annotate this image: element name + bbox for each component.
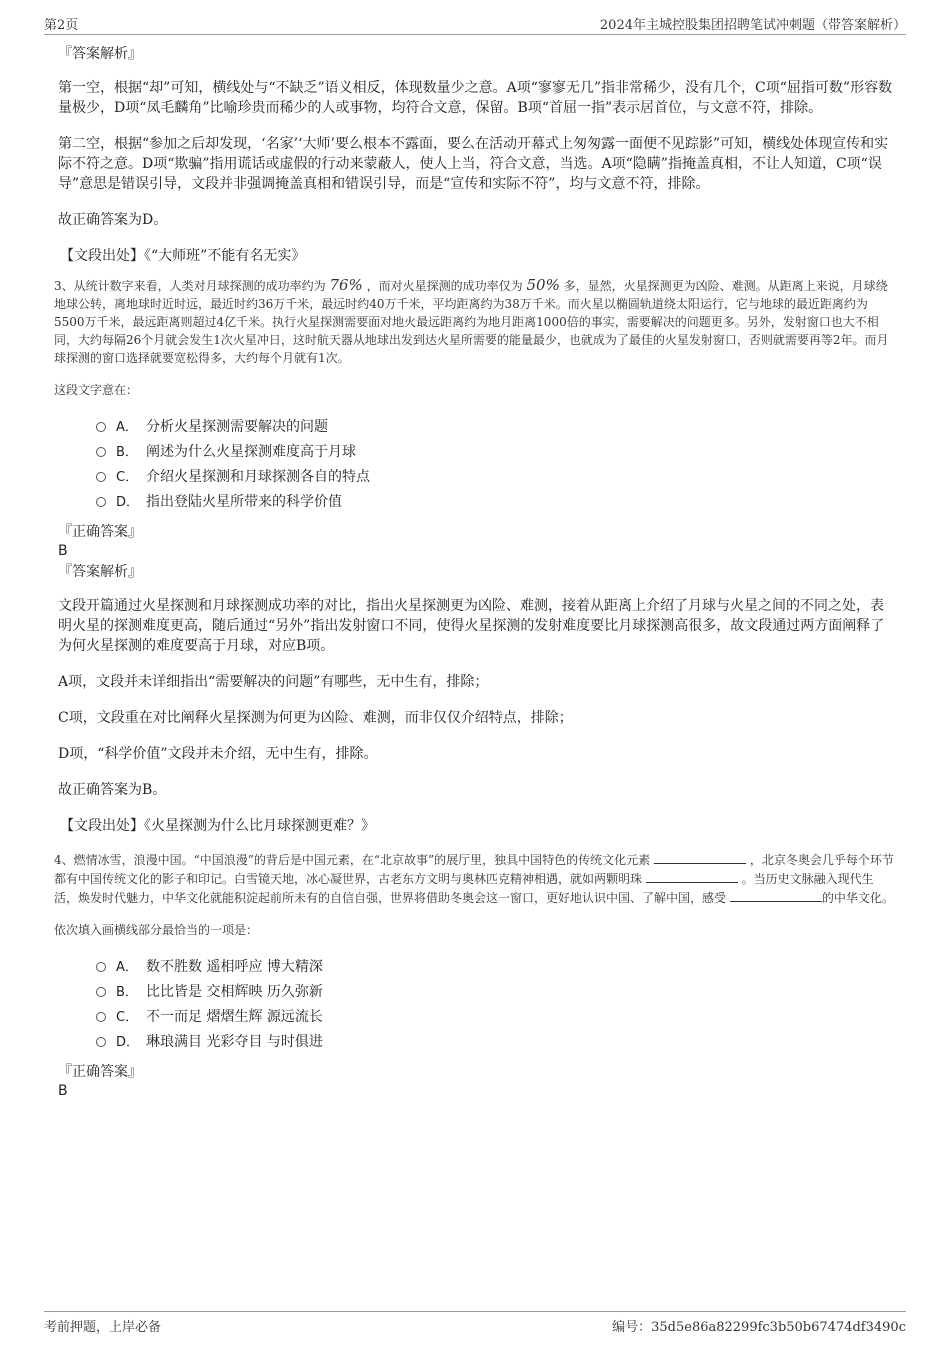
q3-stem-part-1: 3、从统计数字来看，人类对月球探测的成功率约为 [54, 279, 326, 293]
q4-stem-part-4: 的中华文化。 [821, 891, 894, 905]
q4-blank-1 [654, 850, 746, 864]
q4-option-c[interactable] [96, 1005, 896, 1030]
option-text: 比比皆是 交相辉映 历久弥新 [146, 984, 323, 1000]
document-id: 编号：35d5e86a82299fc3b50b67474df3490c [612, 1320, 906, 1335]
option-key: C． [116, 1010, 139, 1025]
q3-answer: B [58, 543, 68, 559]
q3-percent-mars: 50% [526, 276, 560, 294]
radio-icon[interactable] [96, 1012, 106, 1022]
q4-option-b[interactable] [96, 980, 896, 1005]
option-text: 不一而足 熠熠生辉 源远流长 [146, 1009, 323, 1025]
q2-source: 【文段出处】《“大师班”不能有名无实》 [60, 248, 306, 264]
q3-analysis-paragraph-3: C项，文段重在对比阐释火星探测为何更为凶险、难测，而非仅仅介绍特点，排除； [58, 710, 573, 726]
q4-stem [54, 850, 896, 907]
q4-blank-3 [730, 888, 822, 902]
option-key: B． [116, 985, 138, 1000]
option-text: 阐述为什么火星探测难度高于月球 [146, 444, 356, 460]
q3-stem-part-2: ，而对火星探测的成功率仅为 [366, 279, 523, 293]
option-text: 指出登陆火星所带来的科学价值 [146, 494, 342, 510]
q3-option-b[interactable] [96, 440, 896, 465]
q2-analysis-paragraph-1: 第一空，根据“却”可知，横线处与“不缺乏”语义相反，体现数量少之意。A项“寥寥无几”指非常稀少，没有几个，C项“屈指可数”形容数量极少，D项“凤毛麟角”比喻珍贵而稀少的人或事物，均符合文意，保留。B项“首屈一指”表示居首位，与文意不符，排除。 [58, 80, 893, 116]
q4-option-a[interactable] [96, 955, 896, 980]
option-text: 数不胜数 遥相呼应 博大精深 [146, 959, 323, 975]
option-key: B． [116, 445, 138, 460]
q3-options [96, 415, 896, 515]
option-text: 介绍火星探测和月球探测各自的特点 [146, 469, 370, 485]
q4-options [96, 955, 896, 1055]
q3-conclusion: 故正确答案为B。 [58, 782, 167, 798]
q4-answer-label: 『正确答案』 [58, 1064, 142, 1080]
option-key: A． [116, 960, 138, 975]
q3-analysis-label: 『答案解析』 [58, 564, 142, 580]
document-title: 2024年主城控股集团招聘笔试冲刺题（带答案解析） [599, 18, 906, 33]
radio-icon[interactable] [96, 987, 106, 997]
page-content [56, 44, 896, 1100]
q3-option-d[interactable] [96, 490, 896, 515]
q3-analysis-paragraph-2: A项，文段并未详细指出“需要解决的问题”有哪些，无中生有，排除； [58, 674, 489, 690]
page-number: 第2页 [44, 18, 79, 33]
q3-analysis-paragraph-4: D项，“科学价值”文段并未介绍，无中生有，排除。 [58, 746, 378, 762]
q3-option-c[interactable] [96, 465, 896, 490]
radio-icon[interactable] [96, 447, 106, 457]
q3-percent-moon: 76% [329, 276, 363, 294]
option-key: D． [116, 495, 140, 510]
radio-icon[interactable] [96, 472, 106, 482]
q2-analysis-paragraph-2: 第二空，根据“参加之后却发现，‘名家’‘大师’要么根本不露面，要么在活动开幕式上匆匆露一面便不见踪影”可知，横线处体现宣传和实际不符之意。D项“欺骗”指用谎话或虚假的行动来蒙蔽人，使人上当，符合文意，当选。A项“隐瞒”指掩盖真相，不让人知道，C项“误导”意思是错误引导，文段并非强调掩盖真相和错误引导，而是“宣传和实际不符”，均与文意不符，排除。 [58, 136, 889, 192]
q3-option-a[interactable] [96, 415, 896, 440]
option-key: A． [116, 420, 138, 435]
q4-stem-part-1: 4、燃情冰雪，浪漫中国。“中国浪漫”的背后是中国元素，在“北京故事”的展厅里，独具中国特色的传统文化元素 [54, 853, 651, 867]
option-text: 琳琅满目 光彩夺目 与时俱进 [146, 1034, 323, 1050]
q3-prompt: 这段文字意在： [54, 383, 139, 397]
q3-analysis-paragraph-1: 文段开篇通过火星探测和月球探测成功率的对比，指出火星探测更为凶险、难测，接着从距离上介绍了月球与火星之间的不同之处，表明火星的探测难度更高，随后通过“另外”指出发射窗口不同，使得火星探测的发射难度要比月球探测高很多，故文段通过两方面阐释了为何火星探测的难度要高于月球，对应B项。 [58, 598, 885, 654]
q3-source: 【文段出处】《火星探测为什么比月球探测更难？》 [60, 818, 375, 834]
radio-icon[interactable] [96, 1037, 106, 1047]
option-text: 分析火星探测需要解决的问题 [146, 419, 328, 435]
page-header [44, 12, 906, 35]
q4-option-d[interactable] [96, 1030, 896, 1055]
q3-stem-part-3: 多，显然，火星探测更为凶险、难测。从距离上来说，月球绕地球公转，离地球时近时远，最近时约36万千米，最远时约40万千米，平均距离约为38万千米。而火星以椭圆轨道绕太阳运行，它与地球的最近距离约为5500万千米，最远距离则超过4亿千米。执行火星探测需要面对地火最远距离约为地月距离1000倍的事实，需要解决的问题更多。另外，发射窗口也大不相同，大约每隔26个月就会发生1次火星冲日，这时航天器从地球出发到达火星所需要的能量最少，也就成为了最佳的火星发射窗口，否则就需要再等2年。而月球探测的窗口选择就要宽松得多，大约每个月就有1次。 [54, 279, 889, 365]
q2-conclusion: 故正确答案为D。 [58, 212, 168, 228]
q4-stem-part-3: 。当历史文脉融入现代生活，焕发时代魅力，中华文化就能积淀起前所未有的自信自强，世界将借助冬奥会这一窗口，更好地认识中国、了解中国，感受 [54, 872, 874, 905]
q4-prompt: 依次填入画横线部分最恰当的一项是： [54, 923, 259, 937]
radio-icon[interactable] [96, 422, 106, 432]
page-footer [44, 1311, 906, 1335]
radio-icon[interactable] [96, 497, 106, 507]
footer-slogan: 考前押题，上岸必备 [44, 1320, 162, 1335]
radio-icon[interactable] [96, 962, 106, 972]
option-key: D． [116, 1035, 140, 1050]
q3-stem [54, 276, 896, 367]
q2-analysis-label: 『答案解析』 [58, 46, 142, 62]
q4-answer: B [58, 1083, 68, 1099]
q4-blank-2 [646, 869, 738, 883]
q4-stem-part-2: ，北京冬奥会几乎每个环节都有中国传统文化的影子和印记。白雪镜天地，冰心凝世界，古老东方文明与奥林匹克精神相遇，就如两颗明珠 [54, 853, 894, 886]
option-key: C． [116, 470, 139, 485]
q3-answer-label: 『正确答案』 [58, 524, 142, 540]
